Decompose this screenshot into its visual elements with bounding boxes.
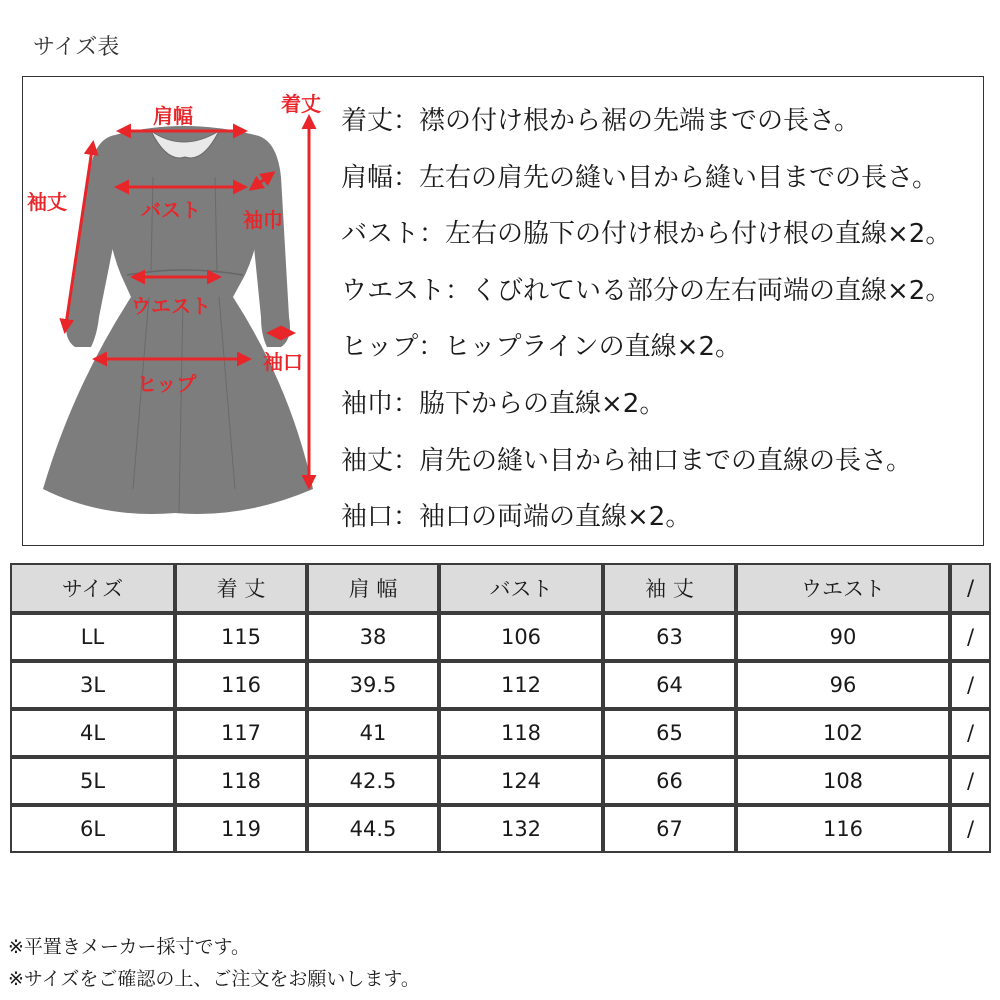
measurement-diagram (22, 76, 984, 546)
page-title: サイズ表 (33, 35, 120, 60)
table-cell: 119 (175, 805, 307, 853)
table-cell: 64 (603, 661, 736, 709)
header-cell: / (950, 563, 991, 613)
header-cell: 肩 幅 (307, 563, 439, 613)
table-row (10, 709, 991, 757)
size-table (10, 563, 991, 853)
label-length: 着丈 (281, 92, 321, 116)
label-shoulder: 肩幅 (153, 104, 193, 128)
size-cell: 5L (10, 757, 175, 805)
table-row (10, 805, 991, 853)
table-cell: 118 (175, 757, 307, 805)
table-cell: 106 (439, 613, 603, 661)
table-cell: 67 (603, 805, 736, 853)
definition-sleeve-length: 袖丈：肩先の縫い目から袖口までの直線の長さ。 (341, 445, 912, 476)
table-cell: 117 (175, 709, 307, 757)
table-cell: 90 (736, 613, 950, 661)
label-sleeve-width: 袖巾 (243, 208, 283, 232)
label-hip: ヒップ (137, 372, 197, 396)
table-cell: / (950, 805, 991, 853)
header-cell: 着 丈 (175, 563, 307, 613)
table-cell: / (950, 757, 991, 805)
table-row (10, 757, 991, 805)
table-cell: 102 (736, 709, 950, 757)
table-cell: / (950, 709, 991, 757)
size-cell: 4L (10, 709, 175, 757)
definition-length: 着丈：襟の付け根から裾の先端までの長さ。 (341, 106, 860, 136)
table-cell: 108 (736, 757, 950, 805)
label-cuff: 袖口 (263, 350, 303, 374)
size-cell: 6L (10, 805, 175, 853)
table-cell: 44.5 (307, 805, 439, 853)
header-cell: バスト (439, 563, 603, 613)
header-cell: ウエスト (736, 563, 950, 613)
table-cell: 42.5 (307, 757, 439, 805)
table-cell: 66 (603, 757, 736, 805)
table-cell: 115 (175, 613, 307, 661)
table-cell: 96 (736, 661, 950, 709)
definition-hip: ヒップ：ヒップラインの直線×2。 (341, 332, 741, 363)
table-cell: 112 (439, 661, 603, 709)
table-cell: 132 (439, 805, 603, 853)
table-row (10, 661, 991, 709)
table-cell: 65 (603, 709, 736, 757)
size-cell: LL (10, 613, 175, 661)
note-confirm-size: ※サイズをご確認の上、ご注文をお願いします。 (8, 968, 420, 990)
note-measurement: ※平置きメーカー採寸です。 (8, 936, 251, 958)
definitions-list (341, 93, 981, 546)
size-cell: 3L (10, 661, 175, 709)
definition-waist: ウエスト：くびれている部分の左右両端の直線×2。 (341, 275, 952, 306)
dress-silhouette (43, 126, 313, 514)
table-cell: 63 (603, 613, 736, 661)
table-row (10, 613, 991, 661)
table-cell: / (950, 613, 991, 661)
definition-shoulder: 肩幅：左右の肩先の縫い目から縫い目までの長さ。 (341, 162, 938, 193)
table-cell: / (950, 661, 991, 709)
label-waist: ウエスト (131, 294, 211, 318)
definition-cuff: 袖口：袖口の両端の直線×2。 (341, 502, 692, 533)
label-sleeve-length: 袖丈 (27, 190, 67, 214)
label-bust: バスト (141, 198, 201, 222)
dress-illustration (23, 77, 353, 545)
table-cell: 41 (307, 709, 439, 757)
definition-sleeve-width: 袖巾：脇下からの直線×2。 (341, 388, 666, 419)
table-header-row (10, 563, 991, 613)
header-cell: サイズ (10, 563, 175, 613)
table-cell: 39.5 (307, 661, 439, 709)
table-cell: 118 (439, 709, 603, 757)
table-cell: 124 (439, 757, 603, 805)
definition-bust: バスト：左右の脇下の付け根から付け根の直線×2。 (341, 219, 952, 250)
table-cell: 38 (307, 613, 439, 661)
table-cell: 116 (736, 805, 950, 853)
table-cell: 116 (175, 661, 307, 709)
header-cell: 袖 丈 (603, 563, 736, 613)
